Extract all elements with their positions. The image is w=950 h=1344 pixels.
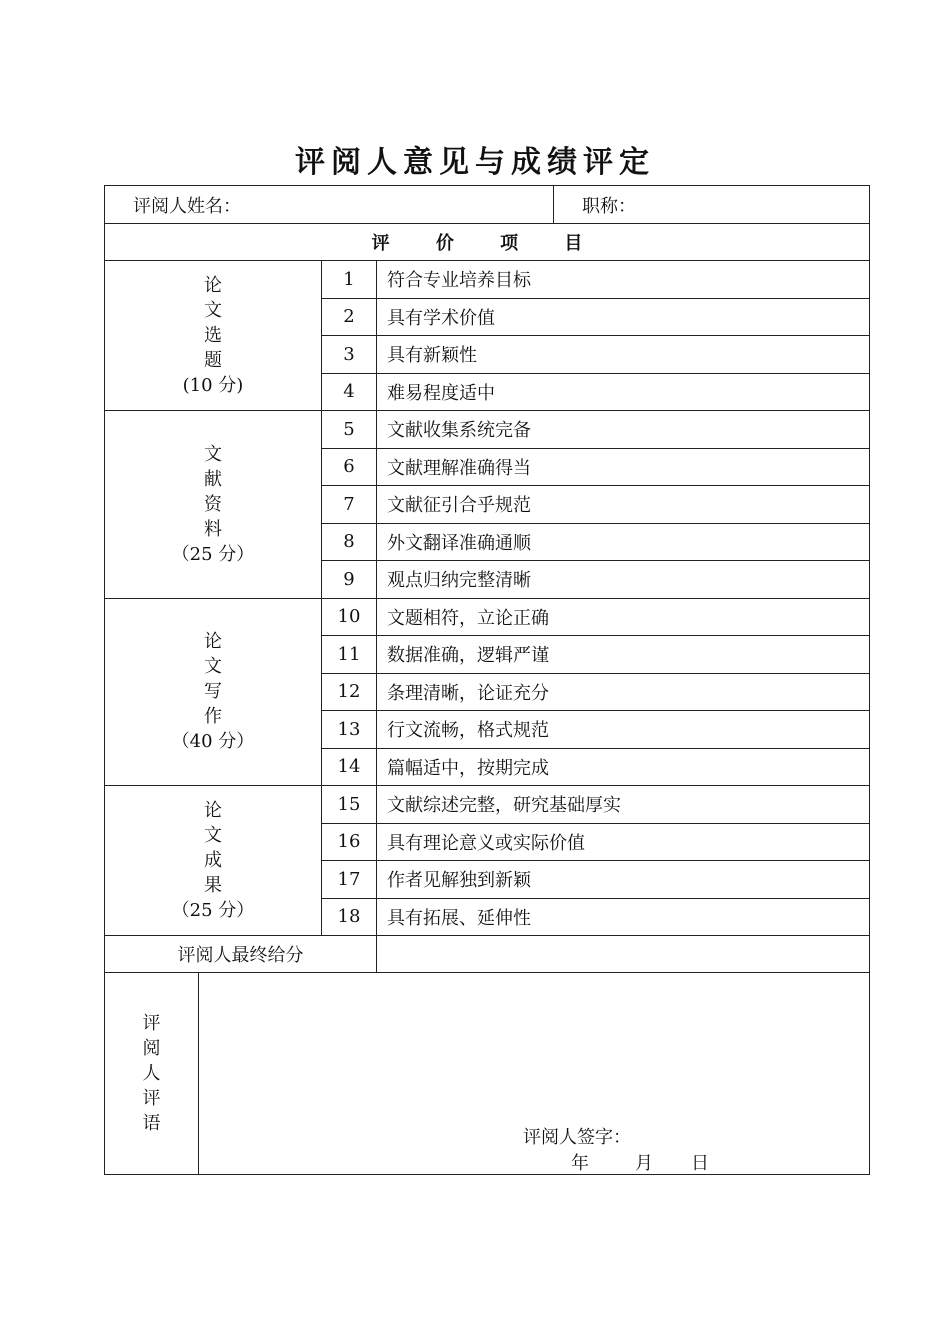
criteria-row xyxy=(105,411,870,449)
section-label-char: 献 xyxy=(204,468,222,490)
criteria-text: 观点归纳完整清晰 xyxy=(377,561,870,599)
criteria-text: 外文翻译准确通顺 xyxy=(377,523,870,561)
section-label xyxy=(105,598,322,786)
reviewer-name-label: 评阅人姓名： xyxy=(133,195,241,217)
criteria-text: 篇幅适中，按期完成 xyxy=(377,748,870,786)
date-year-label: 年 xyxy=(571,1153,589,1174)
criteria-text: 符合专业培养目标 xyxy=(377,261,870,299)
criteria-number: 5 xyxy=(322,411,377,449)
signature-label: 评阅人签字： xyxy=(523,1127,631,1148)
criteria-number: 8 xyxy=(322,523,377,561)
section-label xyxy=(105,786,322,936)
section-label-char: 论 xyxy=(204,275,222,296)
review-form-table xyxy=(104,185,870,1175)
criteria-number: 1 xyxy=(322,261,377,299)
criteria-number: 9 xyxy=(322,561,377,599)
criteria-number: 13 xyxy=(322,711,377,749)
criteria-text: 文献收集系统完备 xyxy=(377,411,870,449)
section-label-char: 文 xyxy=(204,825,222,846)
comments-label-char: 评 xyxy=(142,1088,161,1109)
comments-label xyxy=(105,973,199,1175)
criteria-text: 文献征引合乎规范 xyxy=(377,486,870,524)
criteria-text: 具有理论意义或实际价值 xyxy=(377,823,870,861)
section-points: （25 分） xyxy=(171,900,255,921)
criteria-number: 10 xyxy=(322,598,377,636)
criteria-text: 作者见解独到新颖 xyxy=(377,861,870,899)
criteria-number: 11 xyxy=(322,636,377,674)
section-label-char: 果 xyxy=(204,875,222,896)
criteria-number: 4 xyxy=(322,373,377,411)
job-title-field[interactable] xyxy=(554,186,870,224)
evaluation-header-row xyxy=(105,224,870,261)
comments-area[interactable] xyxy=(199,973,870,1175)
final-score-row xyxy=(105,936,870,973)
section-label-char: 文 xyxy=(204,443,222,465)
section-label-char: 文 xyxy=(204,300,222,321)
section-label-char: 成 xyxy=(204,850,222,871)
comments-label-char: 人 xyxy=(142,1063,161,1084)
criteria-text: 难易程度适中 xyxy=(377,373,870,411)
criteria-number: 7 xyxy=(322,486,377,524)
section-label-char: 题 xyxy=(204,350,222,371)
page-title: 评阅人意见与成绩评定 xyxy=(295,145,655,180)
date-line xyxy=(571,1149,709,1175)
section-label-char: 论 xyxy=(204,800,222,821)
criteria-text: 文献理解准确得当 xyxy=(377,448,870,486)
date-month-label: 月 xyxy=(635,1153,653,1174)
criteria-text: 行文流畅，格式规范 xyxy=(377,711,870,749)
criteria-row xyxy=(105,598,870,636)
criteria-text: 文献综述完整，研究基础厚实 xyxy=(377,786,870,824)
section-points: (10 分) xyxy=(182,375,244,396)
criteria-number: 2 xyxy=(322,298,377,336)
criteria-number: 16 xyxy=(322,823,377,861)
criteria-text: 具有新颖性 xyxy=(377,336,870,374)
job-title-label: 职称： xyxy=(582,195,636,217)
criteria-number: 14 xyxy=(322,748,377,786)
criteria-number: 12 xyxy=(322,673,377,711)
evaluation-header: 评 价 项 目 xyxy=(105,224,870,261)
section-label-char: 作 xyxy=(204,706,222,728)
date-day-label: 日 xyxy=(691,1153,709,1174)
comments-label-char: 阅 xyxy=(142,1038,161,1059)
criteria-number: 15 xyxy=(322,786,377,824)
section-points: （40 分） xyxy=(171,731,255,753)
section-points: （25 分） xyxy=(171,543,255,565)
criteria-row xyxy=(105,786,870,824)
criteria-text: 具有学术价值 xyxy=(377,298,870,336)
criteria-text: 条理清晰，论证充分 xyxy=(377,673,870,711)
final-score-field[interactable] xyxy=(377,936,870,973)
criteria-number: 18 xyxy=(322,898,377,936)
section-label-char: 料 xyxy=(204,518,222,540)
section-label-char: 论 xyxy=(204,631,222,653)
reviewer-name-field[interactable] xyxy=(105,186,554,224)
criteria-row xyxy=(105,261,870,299)
comments-label-char: 评 xyxy=(142,1013,161,1034)
section-label-char: 文 xyxy=(204,656,222,678)
criteria-text: 文题相符，立论正确 xyxy=(377,598,870,636)
criteria-number: 3 xyxy=(322,336,377,374)
section-label-char: 选 xyxy=(204,325,222,346)
section-label xyxy=(105,411,322,599)
section-label-char: 写 xyxy=(204,681,222,703)
criteria-number: 17 xyxy=(322,861,377,899)
criteria-number: 6 xyxy=(322,448,377,486)
final-score-label: 评阅人最终给分 xyxy=(105,936,377,973)
comments-label-char: 语 xyxy=(142,1113,161,1134)
criteria-text: 数据准确，逻辑严谨 xyxy=(377,636,870,674)
reviewer-info-row xyxy=(105,186,870,224)
section-label xyxy=(105,261,322,411)
comments-row xyxy=(105,973,870,1175)
section-label-char: 资 xyxy=(204,493,222,515)
criteria-text: 具有拓展、延伸性 xyxy=(377,898,870,936)
